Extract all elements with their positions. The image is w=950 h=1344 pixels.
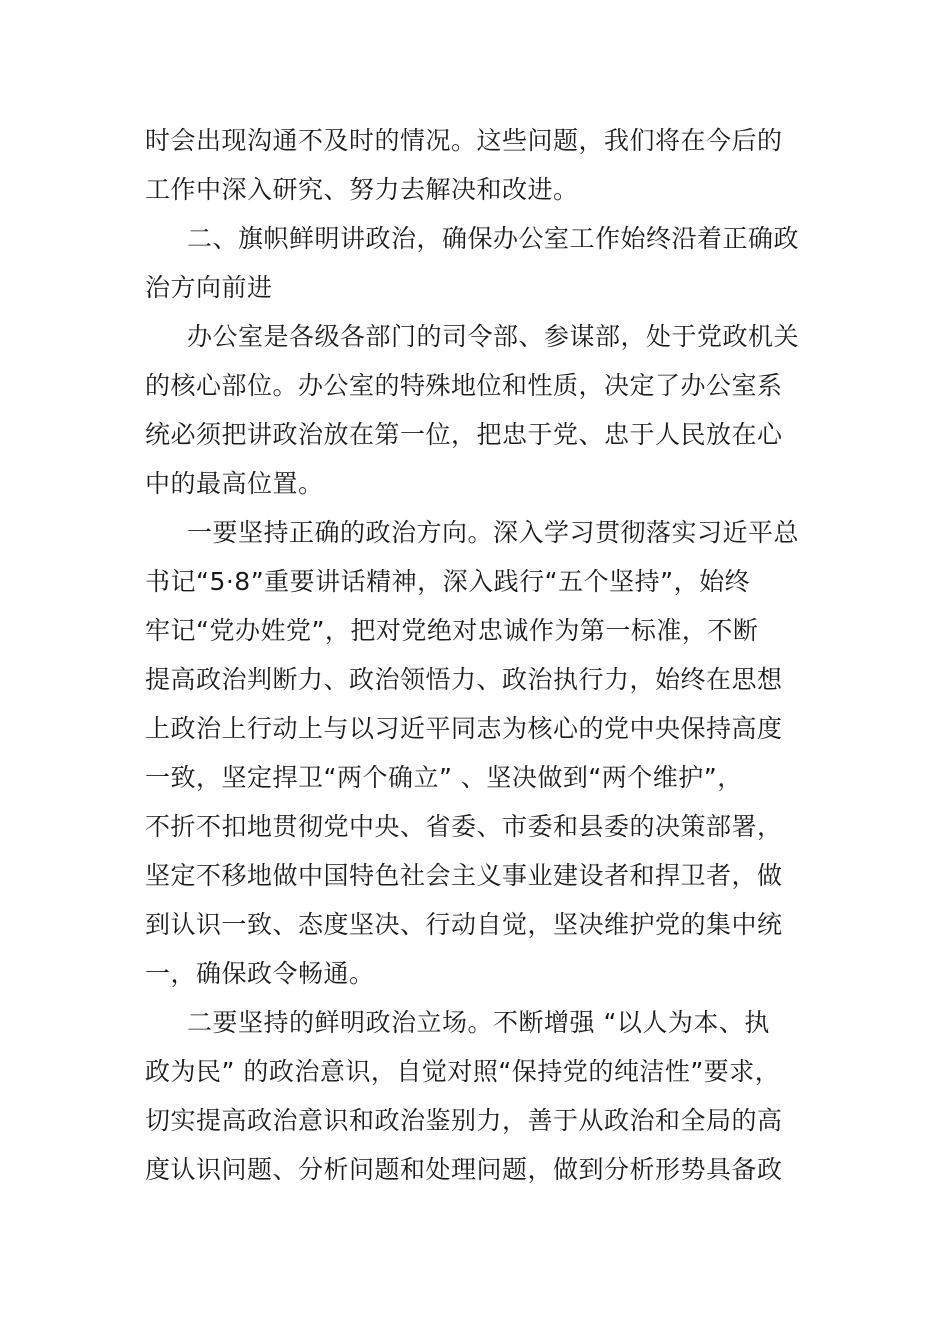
- section-heading-line: 二、旗帜鲜明讲政治，确保办公室工作始终沿着正确政: [187, 224, 800, 253]
- section-heading-line: 治方向前进: [145, 273, 273, 302]
- text-line: 政为民” 的政治意识，自觉对照“保持党的纯洁性”要求，: [145, 1057, 781, 1086]
- text-line: 统必须把讲政治放在第一位，把忠于党、忠于人民放在心: [145, 420, 783, 449]
- text-line: 牢记“党办姓党”，把对党绝对忠诚作为第一标准，不断: [145, 616, 759, 645]
- text-line: 中的最高位置。: [145, 469, 324, 498]
- text-line: 一，确保政令畅通。: [145, 959, 375, 988]
- text-line: 二要坚持的鲜明政治立场。不断增强 “以人为本、执: [187, 1008, 770, 1037]
- text-line: 办公室是各级各部门的司令部、参谋部，处于党政机关: [187, 322, 800, 351]
- text-line: 书记“5·8”重要讲话精神，深入践行“五个坚持”，始终: [145, 567, 751, 596]
- text-line: 度认识问题、分析问题和处理问题，做到分析形势具备政: [145, 1155, 783, 1184]
- text-line: 坚定不移地做中国特色社会主义事业建设者和捍卫者，做: [145, 861, 783, 890]
- text-line: 上政治上行动上与以习近平同志为核心的党中央保持高度: [145, 714, 783, 743]
- text-line: 工作中深入研究、努力去解决和改进。: [145, 175, 579, 204]
- text-line: 到认识一致、态度坚决、行动自觉，坚决维护党的集中统: [145, 910, 783, 939]
- text-line: 时会出现沟通不及时的情况。这些问题，我们将在今后的: [145, 126, 783, 155]
- text-line: 不折不扣地贯彻党中央、省委、市委和县委的决策部署，: [145, 812, 783, 841]
- text-line: 切实提高政治意识和政治鉴别力，善于从政治和全局的高: [145, 1106, 783, 1135]
- text-line: 一致，坚定捍卫“两个确立” 、坚决做到“两个维护”，: [145, 763, 743, 792]
- text-line: 提高政治判断力、政治领悟力、政治执行力，始终在思想: [145, 665, 783, 694]
- text-line: 的核心部位。办公室的特殊地位和性质，决定了办公室系: [145, 371, 783, 400]
- text-line: 一要坚持正确的政治方向。深入学习贯彻落实习近平总: [187, 518, 800, 547]
